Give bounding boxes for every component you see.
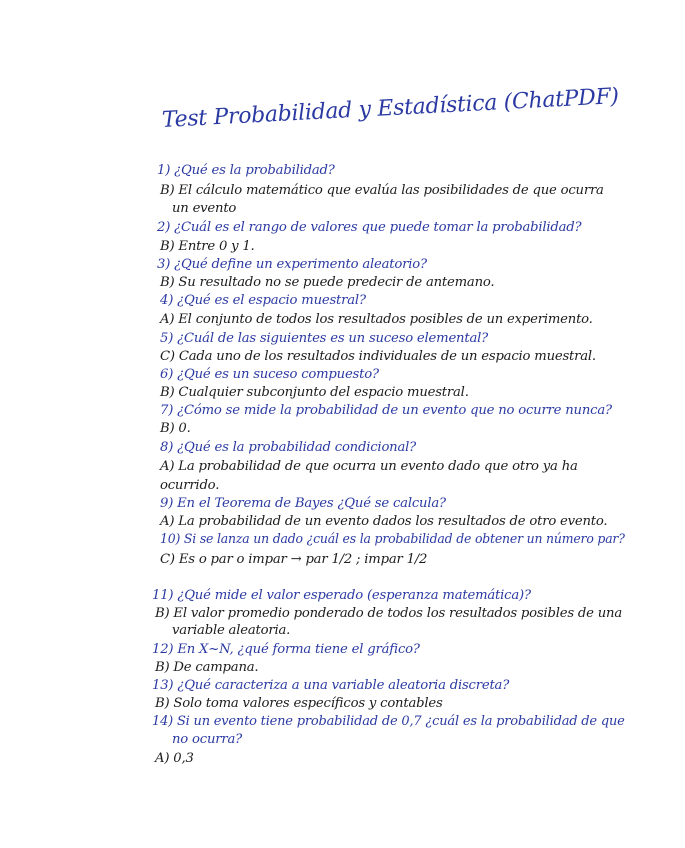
question-4: 4) ¿Qué es el espacio muestral? [160, 293, 366, 308]
answer-13: B) Solo toma valores específicos y contables [155, 696, 443, 711]
question-6: 6) ¿Qué es un suceso compuesto? [160, 367, 379, 382]
question-8: 8) ¿Qué es la probabilidad condicional? [160, 440, 417, 455]
answer-7: B) 0. [160, 421, 191, 436]
answer-8-line-2: ocurrido. [160, 478, 220, 493]
answer-14: A) 0,3 [155, 751, 194, 766]
question-7: 7) ¿Cómo se mide la probabilidad de un evento que no ocurre nunca? [160, 403, 612, 418]
question-3: 3) ¿Qué define un experimento aleatorio? [157, 257, 427, 272]
page-title: Test Probabilidad y Estadística (ChatPDF) [161, 84, 620, 133]
answer-1-line-2: un evento [172, 201, 237, 216]
question-1: 1) ¿Qué es la probabilidad? [157, 163, 335, 178]
answer-8-line-1: A) La probabilidad de que ocurra un evento dado que otro ya ha [160, 459, 578, 474]
question-12: 12) En X~N, ¿qué forma tiene el gráfico? [152, 642, 420, 657]
answer-5: C) Cada uno de los resultados individuales de un espacio muestral. [160, 349, 596, 364]
answer-6: B) Cualquier subconjunto del espacio muestral. [160, 385, 469, 400]
answer-2: B) Entre 0 y 1. [160, 239, 255, 254]
answer-12: B) De campana. [155, 660, 259, 675]
answer-11-line-2: variable aleatoria. [172, 623, 291, 638]
answer-11-line-1: B) El valor promedio ponderado de todos los resultados posibles de una [155, 606, 622, 621]
question-2: 2) ¿Cuál es el rango de valores que puede tomar la probabilidad? [157, 220, 582, 235]
answer-3: B) Su resultado no se puede predecir de antemano. [160, 275, 495, 290]
question-10: 10) Si se lanza un dado ¿cuál es la probabilidad de obtener un número par? [160, 532, 625, 547]
question-14-line-1: 14) Si un evento tiene probabilidad de 0,7 ¿cuál es la probabilidad de que [152, 714, 625, 729]
answer-4: A) El conjunto de todos los resultados posibles de un experimento. [160, 312, 593, 327]
answer-10: C) Es o par o impar → par 1/2 ; impar 1/2 [160, 552, 428, 567]
question-9: 9) En el Teorema de Bayes ¿Qué se calcula? [160, 496, 446, 511]
question-11: 11) ¿Qué mide el valor esperado (esperanza matemática)? [152, 588, 531, 603]
question-13: 13) ¿Qué caracteriza a una variable aleatoria discreta? [152, 678, 510, 693]
answer-9: A) La probabilidad de un evento dados los resultados de otro evento. [160, 514, 608, 529]
question-14-line-2: no ocurra? [172, 732, 242, 747]
question-5: 5) ¿Cuál de las siguientes es un suceso elemental? [160, 331, 489, 346]
answer-1-line-1: B) El cálculo matemático que evalúa las posibilidades de que ocurra [160, 183, 604, 198]
